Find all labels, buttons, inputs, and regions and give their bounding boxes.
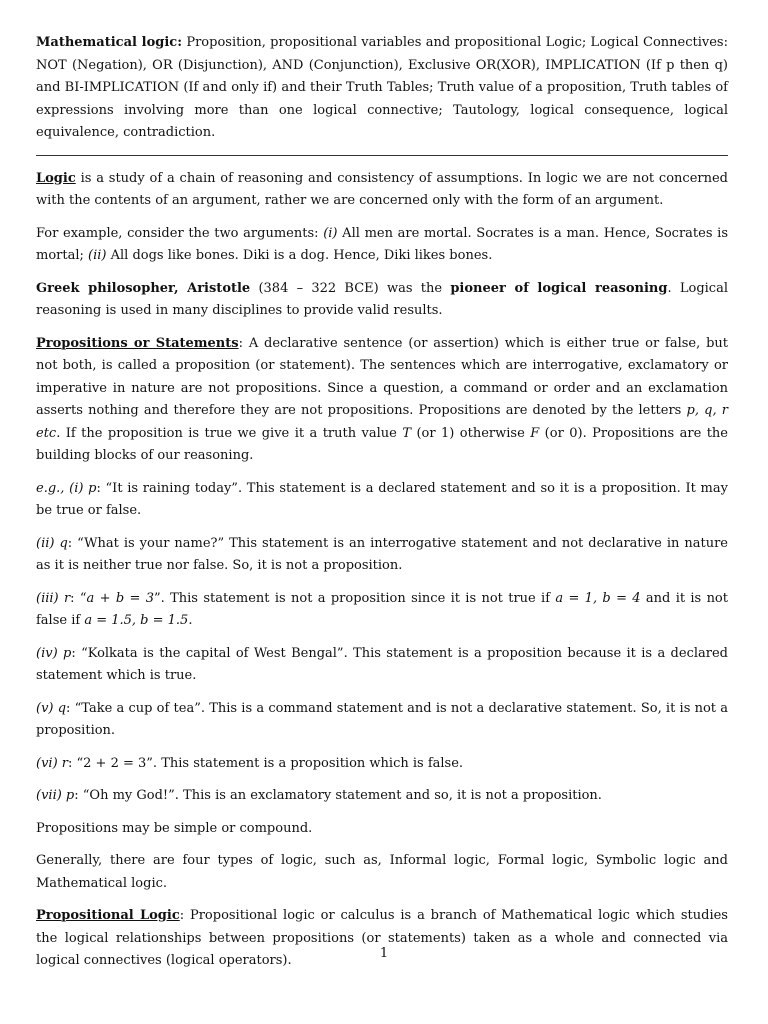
example-label: e.g., (i) p (36, 480, 97, 496)
math-expression: a + b = 3 (86, 590, 154, 606)
page-number: 1 (379, 946, 389, 961)
example-text: . (188, 613, 193, 628)
aristotle-pioneer: pioneer of logical reasoning (450, 280, 668, 296)
logic-term: Logic (36, 170, 76, 186)
math-expression: a = 1.5, b = 1.5 (84, 613, 189, 628)
example-item (36, 753, 728, 776)
truth-value-t: T (402, 425, 411, 441)
propositions-heading: Propositions or Statements (36, 335, 239, 351)
propositional-logic-paragraph (36, 905, 728, 973)
example-arguments-paragraph (36, 223, 728, 268)
example-text: : “ (70, 590, 87, 606)
example-args-text-1: For example, consider the two arguments: (36, 225, 324, 241)
example-item (36, 478, 728, 523)
truth-value-f: F (530, 425, 540, 441)
propositions-paragraph (36, 333, 728, 468)
example-item (36, 698, 728, 743)
syllabus-paragraph (36, 32, 728, 145)
propositions-text-1: : A declarative sentence (or assertion) which is either true or false, but not both, is called a proposition (or statement). The sentences which are interrogative, exclamatory or imperative in nature are not propositions. Since a question, a command or order and an exclamation asserts nothing and therefore they are not propositions. Propositions are denoted by the letters (36, 335, 729, 418)
aristotle-paragraph (36, 278, 728, 323)
example-text: : “Oh my God!”. This is an exclamatory statement and so, it is not a proposition. (74, 788, 602, 803)
propositions-text-2: . If the proposition is true we give it a truth value (56, 425, 403, 441)
example-label: (iii) r (36, 590, 71, 606)
example-text: : “2 + 2 = 3”. This statement is a proposition which is false. (68, 755, 464, 771)
aristotle-name: Greek philosopher, Aristotle (36, 280, 251, 296)
example-item (36, 785, 728, 808)
propositions-text-4: (or 0). Propositions are the building blocks of our reasoning. (36, 425, 728, 463)
example-label: (ii) q (36, 535, 68, 551)
aristotle-dates: (384 – 322 BCE) was the (250, 280, 451, 296)
example-args-label-ii: (ii) (88, 248, 107, 263)
example-label: (iv) p (36, 645, 72, 661)
propositional-logic-text: : Propositional logic or calculus is a branch of Mathematical logic which studies the logical relationships between propositions (or statements) taken as a whole and connected via logical connectives (logical operators). (36, 908, 728, 968)
example-item (36, 533, 728, 578)
propositions-letters: p, q, r etc (36, 403, 728, 441)
example-text: : “Kolkata is the capital of West Bengal”. This statement is a proposition because it is a declared statement which is true. (36, 645, 728, 683)
document-page (36, 32, 728, 983)
section-divider (36, 155, 728, 156)
example-label: (vi) r (36, 755, 68, 771)
example-item (36, 588, 728, 633)
example-label: (v) q (36, 700, 67, 716)
example-text: : “What is your name?” This statement is an interrogative statement and not declarative in nature as it is neither true nor false. So, it is not a proposition. (36, 535, 728, 573)
example-args-text-2: All men are mortal. Socrates is a man. Hence, Socrates is mortal; (36, 225, 729, 263)
simple-compound-paragraph: Propositions may be simple or compound. (36, 820, 313, 836)
example-text: : “It is raining today”. This statement is a declared statement and so it is a proposition. It may be true or false. (36, 480, 728, 518)
example-item (36, 643, 728, 688)
types-of-logic-paragraph: Generally, there are four types of logic, such as, Informal logic, Formal logic, Symbolic logic and Mathematical logic. (36, 853, 728, 891)
example-label: (vii) p (36, 788, 75, 803)
propositional-logic-heading: Propositional Logic (36, 908, 180, 923)
example-text: ”. This statement is not a proposition since it is not true if (154, 590, 556, 606)
syllabus-heading: Mathematical logic: (36, 35, 183, 50)
aristotle-rest: . Logical reasoning is used in many disciplines to provide valid results. (36, 280, 728, 318)
example-args-label-i: (i) (323, 225, 338, 241)
math-expression: a = 1, b = 4 (555, 590, 641, 606)
syllabus-text: Proposition, propositional variables and propositional Logic; Logical Connectives: NOT (Negation), OR (Disjunction), AND (Conjunction), Exclusive OR(XOR), IMPLICATION (If p then q) and BI-IMPLICATION (If and only if) and their Truth Tables; Truth value of a proposition, Truth tables of expressions involving more than one logical connective; Tautology, logical consequence, logical equivalence, contradiction. (36, 35, 728, 140)
example-args-text-3: All dogs like bones. Diki is a dog. Hence, Diki likes bones. (106, 248, 493, 263)
logic-definition-paragraph (36, 168, 728, 213)
propositions-text-3: (or 1) otherwise (411, 425, 531, 441)
example-text: : “Take a cup of tea”. This is a command statement and is not a declarative statement. So, it is not a proposition. (36, 700, 728, 738)
example-text: and it is not false if (36, 590, 728, 628)
logic-definition-text: is a study of a chain of reasoning and consistency of assumptions. In logic we are not concerned with the contents of an argument, rather we are concerned only with the form of an argument. (36, 170, 728, 208)
